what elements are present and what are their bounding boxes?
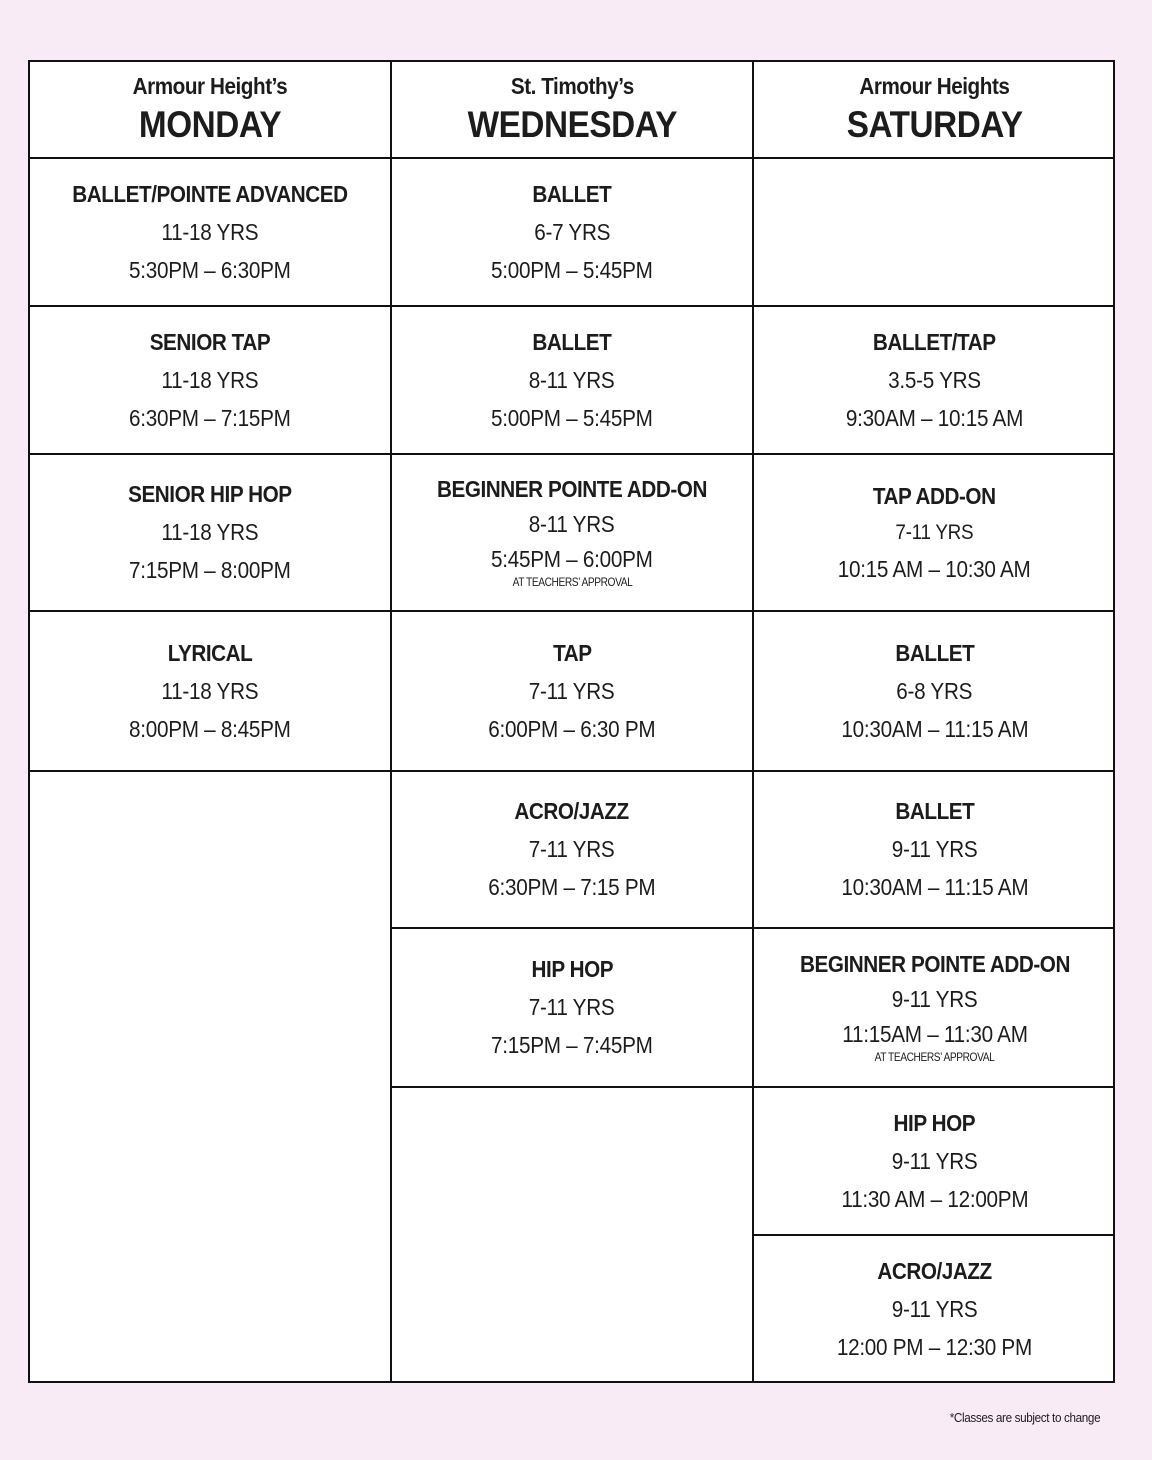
class-time: 5:30PM – 6:30PM: [129, 256, 291, 283]
class-cell: [754, 612, 1115, 772]
class-name: SENIOR HIP HOP: [128, 481, 292, 507]
class-time: 11:15AM – 11:30 AM: [841, 1021, 1028, 1047]
class-age: 11-18 YRS: [161, 366, 259, 393]
class-name: HIP HOP: [893, 1109, 976, 1136]
class-time: 10:30AM – 11:15 AM: [841, 874, 1028, 900]
class-name: BALLET: [895, 798, 974, 824]
location-label: Armour Heights: [859, 73, 1010, 99]
monday-column: [30, 62, 392, 1381]
class-time: 5:00PM – 5:45PM: [491, 404, 653, 431]
class-cell: [30, 455, 390, 612]
class-cell: [392, 159, 752, 307]
class-cell: [392, 929, 752, 1088]
class-name: BALLET/TAP: [873, 328, 996, 355]
empty-cell: [754, 159, 1115, 307]
class-age: 3.5-5 YRS: [888, 366, 981, 393]
class-name: BALLET/POINTE ADVANCED: [72, 180, 348, 207]
saturday-column: [754, 62, 1115, 1381]
class-age: 9-11 YRS: [891, 1147, 978, 1174]
class-time: 6:00PM – 6:30 PM: [488, 715, 656, 742]
class-time: 10:30AM – 11:15 AM: [841, 715, 1028, 742]
class-age: 9-11 YRS: [891, 1296, 978, 1322]
class-schedule-table: [28, 60, 1115, 1383]
class-time: 5:45PM – 6:00PM: [491, 546, 653, 572]
class-cell: [754, 772, 1115, 929]
class-name: BALLET: [532, 180, 612, 207]
day-label: MONDAY: [138, 104, 282, 145]
class-age: 8-11 YRS: [529, 511, 615, 537]
class-cell: [754, 307, 1115, 455]
class-time: 5:00PM – 5:45PM: [491, 256, 653, 283]
empty-cell: [392, 1088, 752, 1383]
class-name: HIP HOP: [531, 956, 613, 982]
class-time: 9:30AM – 10:15 AM: [845, 404, 1024, 431]
class-age: 11-18 YRS: [161, 218, 259, 245]
class-cell: [754, 1088, 1115, 1236]
class-name: TAP ADD-ON: [873, 482, 996, 509]
class-name: ACRO/JAZZ: [514, 798, 630, 824]
column-header: [30, 62, 390, 159]
class-age: 8-11 YRS: [529, 366, 615, 393]
empty-cell: [30, 772, 390, 1383]
class-name: LYRICAL: [167, 639, 253, 666]
class-cell: [30, 307, 390, 455]
class-name: BEGINNER POINTE ADD-ON: [437, 476, 707, 502]
class-time: 8:00PM – 8:45PM: [129, 715, 291, 742]
class-time: 7:15PM – 7:45PM: [491, 1032, 653, 1058]
class-age: 11-18 YRS: [161, 677, 259, 704]
class-note: AT TEACHERS’ APPROVAL: [874, 1050, 995, 1064]
day-label: WEDNESDAY: [467, 104, 677, 145]
class-name: BALLET: [532, 328, 612, 355]
class-cell: [754, 1236, 1115, 1383]
class-cell: [392, 455, 752, 612]
class-age: 6-7 YRS: [534, 218, 610, 245]
class-cell: [754, 455, 1115, 612]
class-cell: [392, 612, 752, 772]
class-note: AT TEACHERS’ APPROVAL: [512, 575, 632, 589]
class-age: 11-18 YRS: [161, 519, 259, 545]
class-age: 7-11 YRS: [529, 836, 615, 862]
class-cell: [392, 772, 752, 929]
class-time: 12:00 PM – 12:30 PM: [836, 1334, 1033, 1360]
class-age: 6-8 YRS: [896, 677, 973, 704]
class-time: 6:30PM – 7:15 PM: [488, 874, 656, 900]
class-cell: [392, 307, 752, 455]
wednesday-column: [392, 62, 754, 1381]
class-cell: [30, 159, 390, 307]
class-age: 7-11 YRS: [529, 677, 615, 704]
class-name: SENIOR TAP: [149, 328, 271, 355]
class-name: TAP: [552, 639, 592, 666]
footnote: *Classes are subject to change: [949, 1410, 1100, 1425]
class-cell: [754, 929, 1115, 1088]
location-label: Armour Height’s: [132, 73, 288, 99]
class-time: 6:30PM – 7:15PM: [129, 404, 291, 431]
class-time: 10:15 AM – 10:30 AM: [838, 555, 1031, 582]
class-age: 9-11 YRS: [891, 836, 978, 862]
class-time: 11:30 AM – 12:00PM: [841, 1185, 1028, 1212]
class-age: 9-11 YRS: [891, 986, 978, 1012]
class-age: 7-11 YRS: [529, 994, 615, 1020]
class-name: ACRO/JAZZ: [877, 1258, 992, 1284]
class-age: 7-11 YRS: [895, 520, 974, 544]
class-cell: [30, 612, 390, 772]
class-time: 7:15PM – 8:00PM: [129, 557, 291, 583]
class-name: BEGINNER POINTE ADD-ON: [799, 951, 1070, 977]
location-label: St. Timothy’s: [510, 73, 634, 99]
column-header: [392, 62, 752, 159]
class-name: BALLET: [895, 639, 974, 666]
day-label: SATURDAY: [846, 104, 1023, 145]
column-header: [754, 62, 1115, 159]
